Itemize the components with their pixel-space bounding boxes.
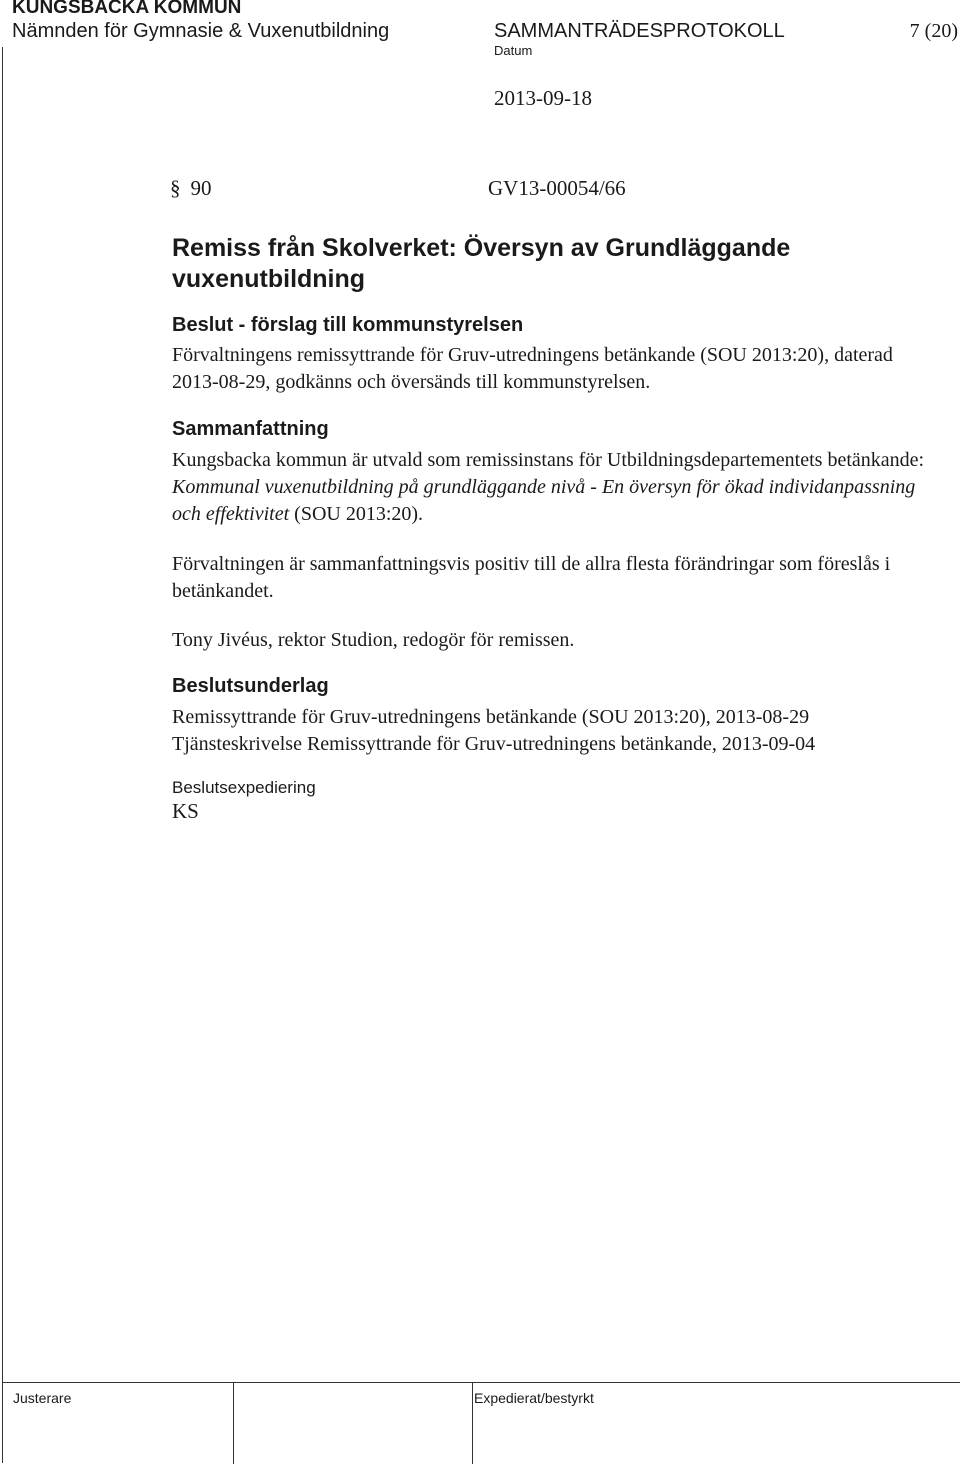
expedierat-label: Expedierat/bestyrkt xyxy=(474,1390,594,1406)
board-name: Nämnden för Gymnasie & Vuxenutbildning xyxy=(12,20,390,42)
sammanfattning-paragraph-3: Tony Jivéus, rektor Studion, redogör för remissen. xyxy=(172,629,575,651)
sammanfattning-heading: Sammanfattning xyxy=(172,418,329,440)
document-type: SAMMANTRÄDESPROTOKOLL xyxy=(494,20,785,42)
section-number-value: 90 xyxy=(190,176,212,200)
section-sign: § xyxy=(170,176,181,200)
beslut-heading: Beslut - förslag till kommunstyrelsen xyxy=(172,314,524,336)
beslutsunderlag-list xyxy=(172,704,952,758)
meeting-date: 2013-09-18 xyxy=(494,86,592,110)
list-item: Remissyttrande för Gruv-utredningens betänkande (SOU 2013:20), 2013-08-29 xyxy=(172,706,810,728)
signature-footer xyxy=(2,1382,960,1464)
date-label: Datum xyxy=(494,43,533,58)
sammanfattning-p1-start: Kungsbacka kommun är utvald som remissinstans för Utbildningsdepartementets betänkande: xyxy=(172,449,925,471)
justerare-label: Justerare xyxy=(13,1390,72,1406)
list-item: Tjänsteskrivelse Remissyttrande för Gruv-utredningens betänkande, 2013-09-04 xyxy=(172,733,816,755)
left-margin-line xyxy=(2,47,3,1463)
page-title: Remiss från Skolverket: Översyn av Grundläggande vuxenutbildning xyxy=(172,234,791,293)
section-number xyxy=(170,176,212,201)
footer-divider xyxy=(233,1383,234,1464)
organization-name: KUNGSBACKA KOMMUN xyxy=(12,0,242,18)
expediering-label: Beslutsexpediering xyxy=(172,778,316,797)
beslutsunderlag-heading: Beslutsunderlag xyxy=(172,675,329,697)
footer-divider xyxy=(472,1383,473,1464)
sammanfattning-paragraph-2: Förvaltningen är sammanfattningsvis positiv till de allra flesta förändringar som föreslås i betänkandet. xyxy=(172,553,891,602)
expediering-value: KS xyxy=(172,799,199,823)
sammanfattning-p1-end: (SOU 2013:20). xyxy=(289,503,424,525)
sammanfattning-paragraph-1 xyxy=(172,447,932,528)
report-title-italic: Kommunal vuxenutbildning på grundläggande nivå - En översyn för ökad individanpassning och effektivitet xyxy=(172,476,916,525)
page-number: 7 (20) xyxy=(909,20,958,42)
beslut-text: Förvaltningens remissyttrande för Gruv-utredningens betänkande (SOU 2013:20), daterad 2013-08-29, godkänns och översänds till kommunstyrelsen. xyxy=(172,344,893,393)
diarienummer: GV13-00054/66 xyxy=(488,176,626,200)
